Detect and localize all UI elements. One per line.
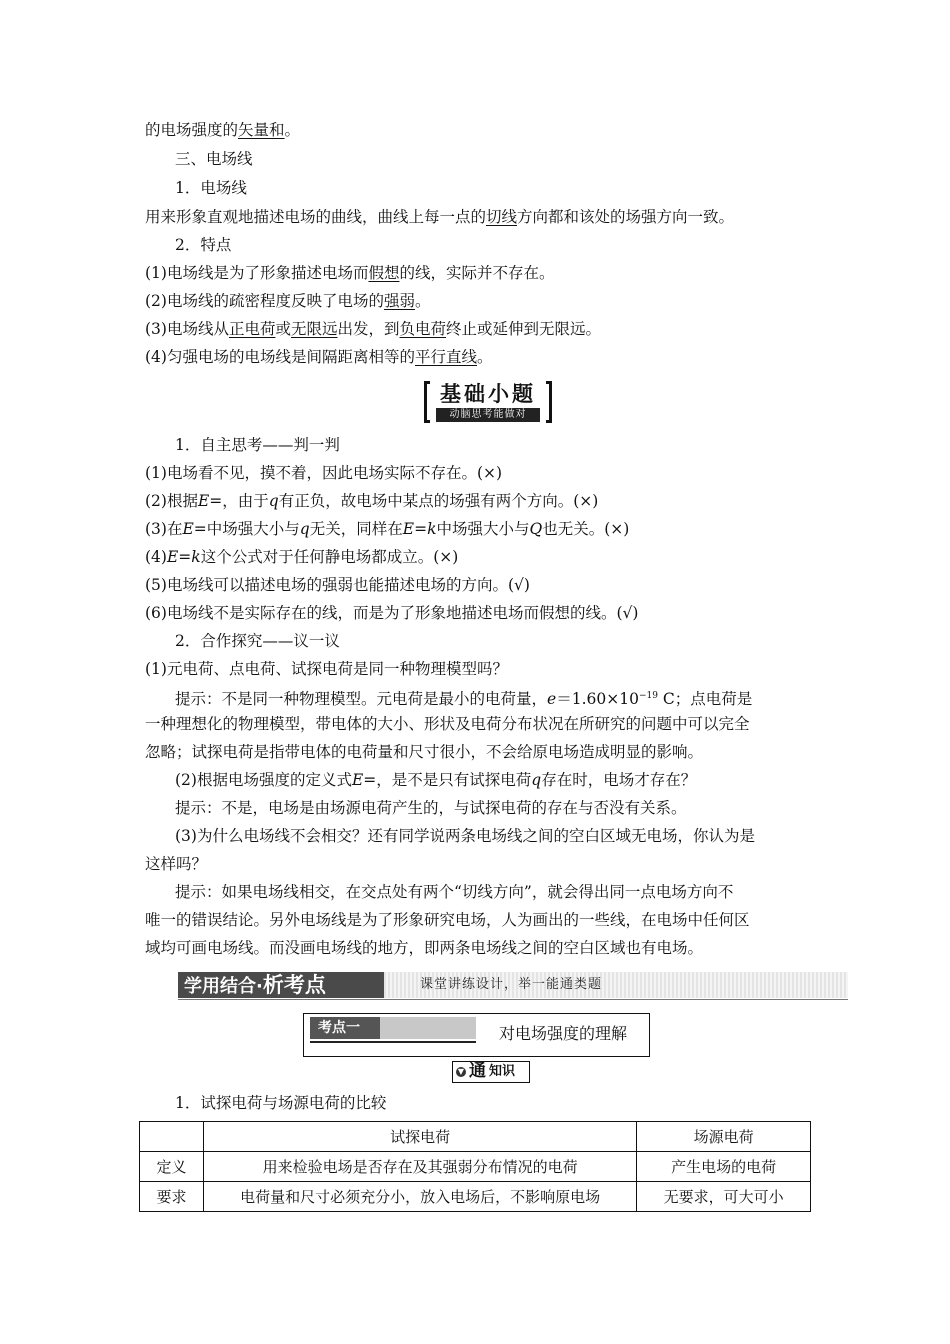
table-row: 定义 用来检验电场是否存在及其强弱分布情况的电荷 产生电场的电荷: [140, 1152, 811, 1182]
text-line: 域均可画电场线。而没画电场线的地方，即两条电场线之间的空白区域也有电场。: [145, 939, 704, 957]
section-banner: [178, 968, 848, 1000]
text-line: 这样吗？: [145, 855, 208, 873]
table-header-row: 试探电荷 场源电荷: [140, 1122, 811, 1152]
banner-title: 学用结合·析考点: [178, 972, 384, 998]
subheading: 2．合作探究——议一议: [175, 632, 340, 650]
key-point-box: [303, 1013, 650, 1057]
text-line: (4)匀强电场的电场线是间隔距离相等的平行直线。: [145, 348, 493, 366]
subheading: 1．电场线: [175, 179, 247, 197]
text-line: 唯一的错误结论。另外电场线是为了形象研究电场，人为画出的一些线，在电场中任何区: [145, 911, 750, 929]
text-line: 的电场强度的矢量和。: [145, 121, 301, 139]
text-line: (1)电场线是为了形象描述电场而假想的线，实际并不存在。: [145, 264, 555, 282]
text-line: (3)为什么电场线不会相交？还有同学说两条电场线之间的空白区域无电场，你认为是: [175, 827, 755, 845]
text-line: 用来形象直观地描述电场的曲线，曲线上每一点的切线方向都和该处的场强方向一致。: [145, 208, 735, 226]
badge-title: 基础小题: [440, 382, 536, 406]
text-line: (4)E=k这个公式对于任何静电场都成立。(×): [145, 548, 459, 566]
banner-subtitle: 课堂讲练设计，举一能通类题: [420, 977, 603, 992]
text-line: (3)在E=中场强大小与q无关，同样在E=k中场强大小与Q也无关。(×): [145, 520, 630, 538]
text-line: (2)根据电场强度的定义式E=，是不是只有试探电荷q存在时，电场才存在？: [175, 771, 697, 789]
subheading: 2．特点: [175, 236, 232, 254]
text-line: (1)元电荷、点电荷、试探电荷是同一种物理模型吗？: [145, 660, 508, 678]
comparison-table: [139, 1121, 811, 1212]
text-line: (1)电场看不见，摸不着，因此电场实际不存在。(×): [145, 464, 503, 482]
text-line: 一种理想化的物理模型，带电体的大小、形状及电荷分布状况在所研究的问题中可以完全: [145, 715, 750, 733]
key-point-title: 对电场强度的理解: [499, 1024, 628, 1043]
text-line: 提示：不是，电场是由场源电荷产生的，与试探电荷的存在与否没有关系。: [175, 799, 687, 817]
basic-questions-badge: [424, 381, 552, 425]
table-row: 要求 电荷量和尺寸必须充分小，放入电场后，不影响原电场 无要求，可大可小: [140, 1182, 811, 1212]
text-line: 忽略；试探电荷是指带电体的电荷量和尺寸很小，不会给原电场造成明显的影响。: [145, 743, 704, 761]
badge-subtitle: 动脑思考能做对: [436, 408, 540, 422]
text-line: (5)电场线可以描述电场的强弱也能描述电场的方向。(√): [145, 576, 530, 594]
key-point-tag: 考点一: [310, 1017, 476, 1039]
subheading: 1．试探电荷与场源电荷的比较: [175, 1094, 387, 1112]
subheading: 1．自主思考——判一判: [175, 436, 340, 454]
text-line: (6)电场线不是实际存在的线，而是为了形象地描述电场而假想的线。(√): [145, 604, 639, 622]
text-line: (2)电场线的疏密程度反映了电场的强弱。: [145, 292, 431, 310]
section-heading: 三、电场线: [175, 150, 253, 168]
chevron-down-icon: ▼: [457, 1067, 465, 1076]
text-line: 提示：如果电场线相交，在交点处有两个“切线方向”，就会得出同一点电场方向不: [175, 883, 734, 901]
knowledge-badge: ▼ 通 知识: [452, 1061, 530, 1083]
text-line: (3)电场线从正电荷或无限远出发，到负电荷终止或延伸到无限远。: [145, 320, 602, 338]
text-line: 提示：不是同一种物理模型。元电荷是最小的电荷量，$e=1.60\times 10^{-19}$ C；点电荷是: [175, 690, 753, 709]
text-line: (2)根据E=，由于q有正负，故电场中某点的场强有两个方向。(×): [145, 492, 599, 510]
